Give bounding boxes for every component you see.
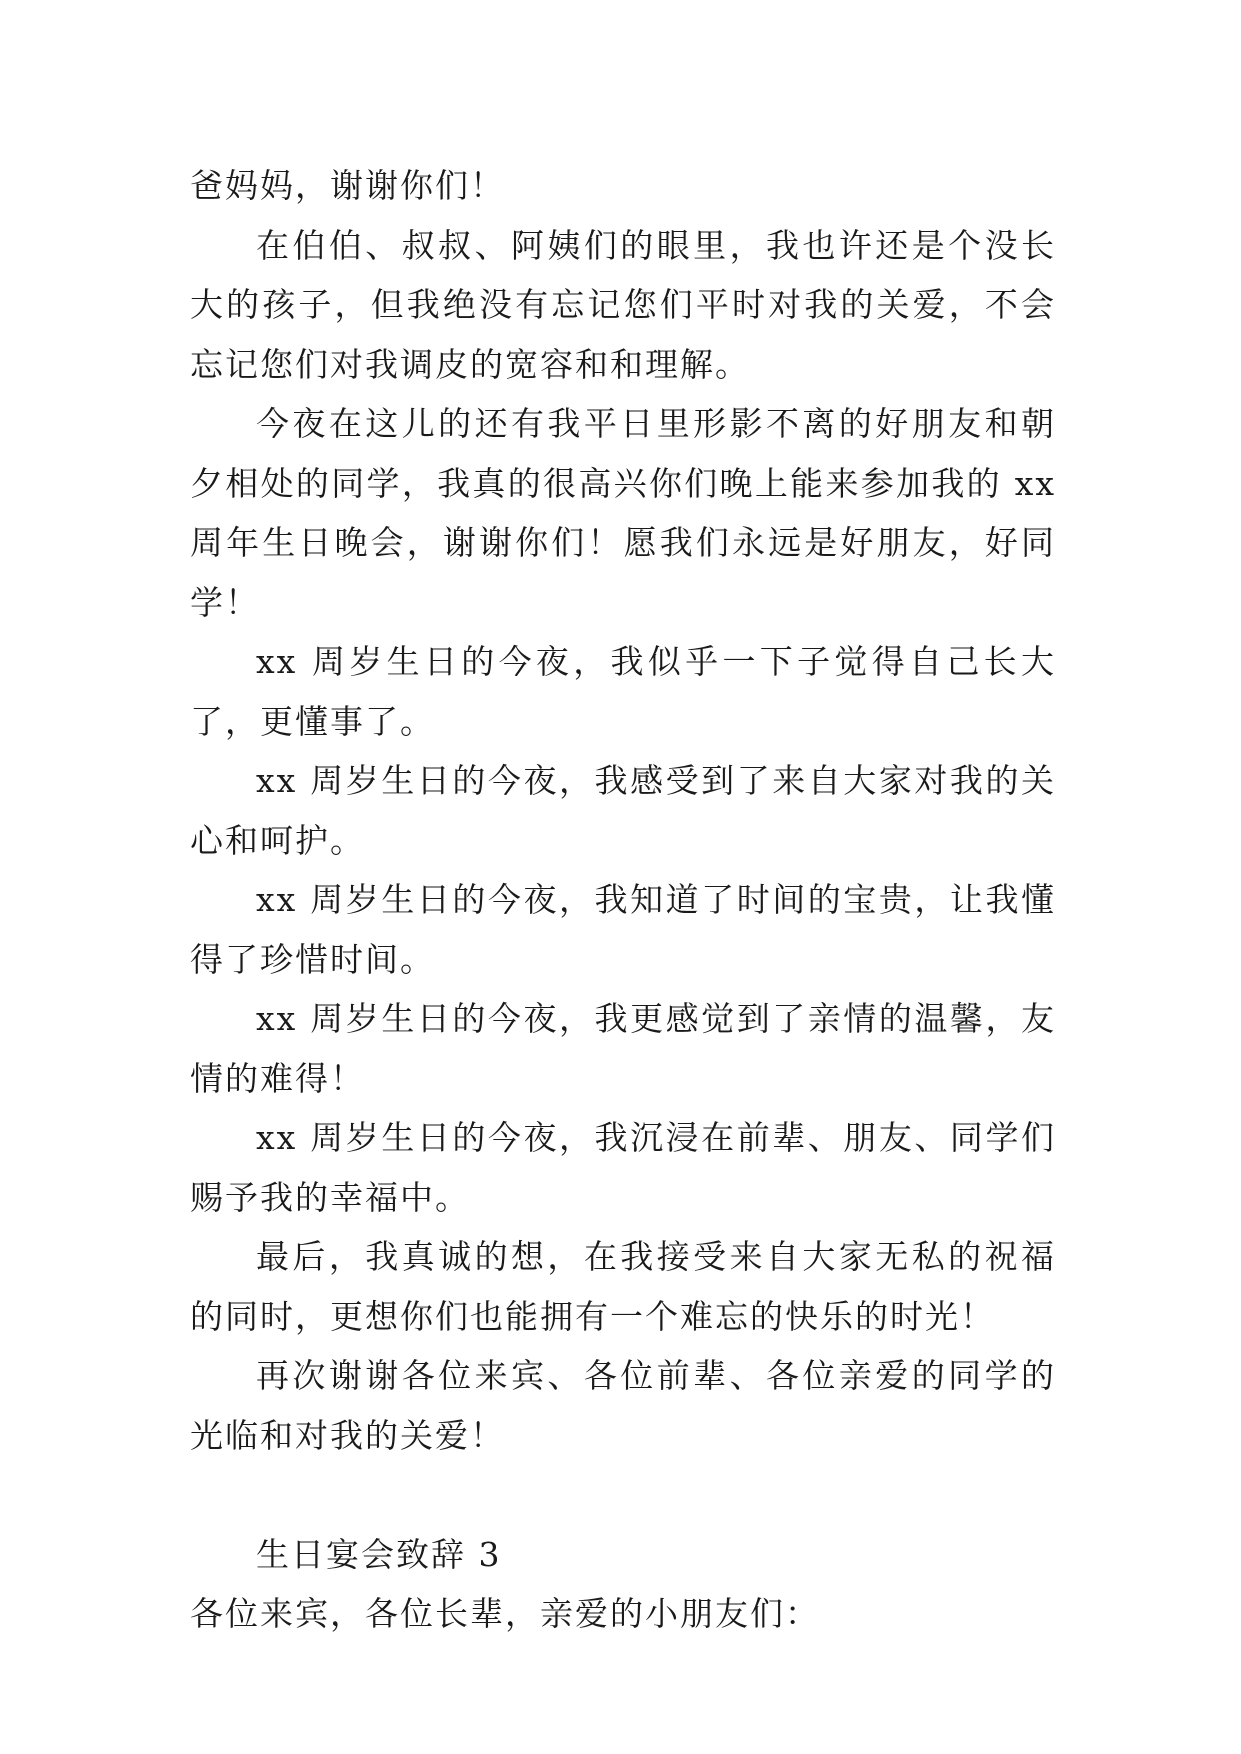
- paragraph-care: xx 周岁生日的今夜，我感受到了来自大家对我的关心和呵护。: [190, 761, 1056, 860]
- document-body: [190, 156, 1056, 1644]
- paragraph-continuation: 爸妈妈，谢谢你们！: [190, 166, 505, 205]
- paragraph-finally: 最后，我真诚的想，在我接受来自大家无私的祝福的同时，更想你们也能拥有一个难忘的快乐的时光！: [190, 1237, 1056, 1336]
- paragraph-family: xx 周岁生日的今夜，我更感觉到了亲情的温馨，友情的难得！: [190, 999, 1056, 1098]
- paragraph-friends: 今夜在这儿的还有我平日里形影不离的好朋友和朝夕相处的同学，我真的很高兴你们晚上能来参加我的 xx 周年生日晚会，谢谢你们！愿我们永远是好朋友，好同学！: [190, 404, 1056, 622]
- paragraph-elders: 在伯伯、叔叔、阿姨们的眼里，我也许还是个没长大的孩子，但我绝没有忘记您们平时对我的关爱，不会忘记您们对我调皮的宽容和和理解。: [190, 225, 1056, 384]
- paragraph-thanks: 再次谢谢各位来宾、各位前辈、各位亲爱的同学的光临和对我的关爱！: [190, 1356, 1056, 1455]
- salutation: 各位来宾，各位长辈，亲爱的小朋友们：: [190, 1594, 820, 1633]
- section-heading: 生日宴会致辞 3: [256, 1534, 502, 1574]
- paragraph-grown-up: xx 周岁生日的今夜，我似乎一下子觉得自己长大了，更懂事了。: [190, 642, 1056, 741]
- paragraph-happiness: xx 周岁生日的今夜，我沉浸在前辈、朋友、同学们赐予我的幸福中。: [190, 1118, 1056, 1217]
- blank-line: [190, 1465, 1056, 1525]
- paragraph-time: xx 周岁生日的今夜，我知道了时间的宝贵，让我懂得了珍惜时间。: [190, 880, 1056, 979]
